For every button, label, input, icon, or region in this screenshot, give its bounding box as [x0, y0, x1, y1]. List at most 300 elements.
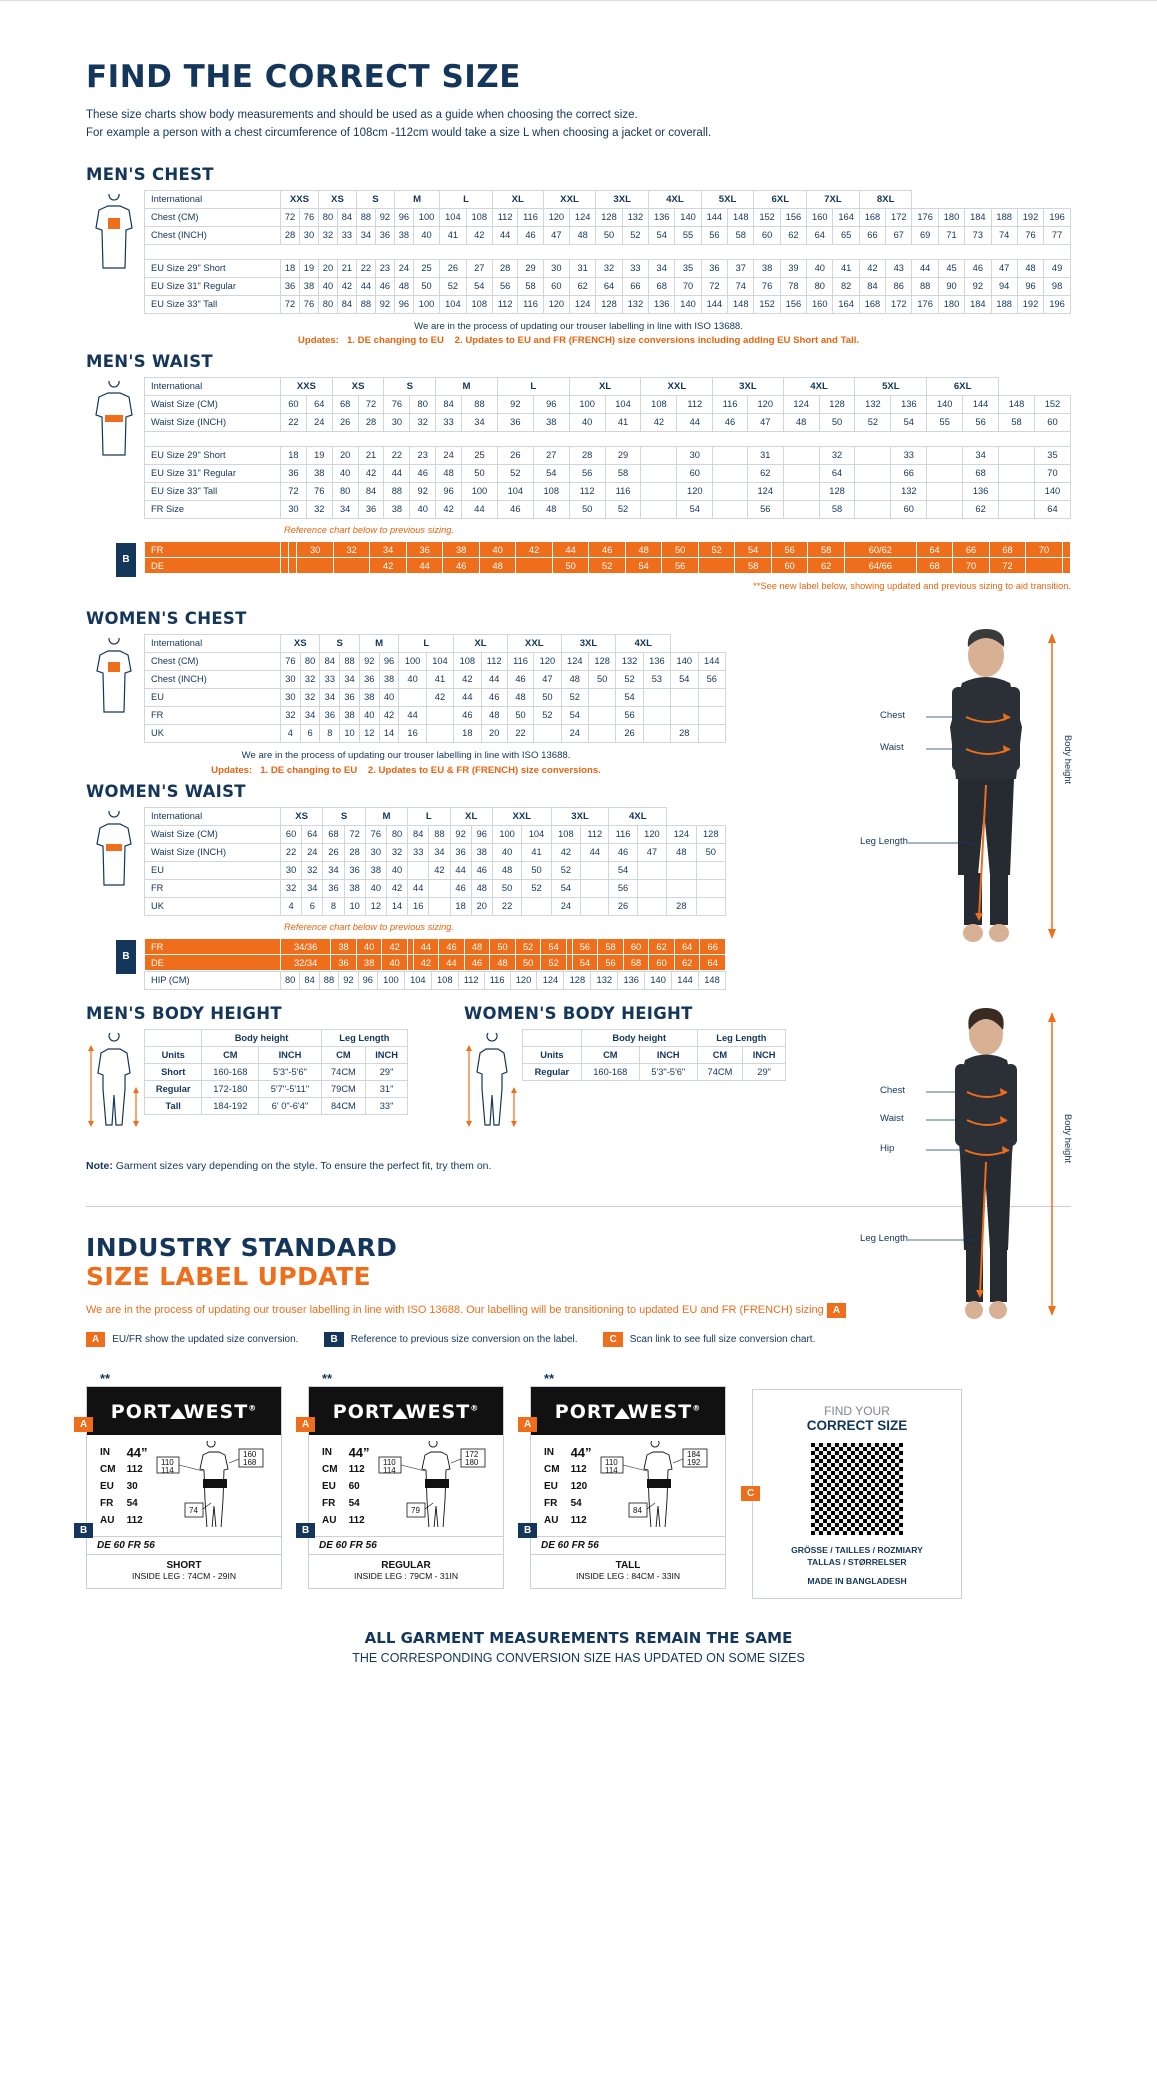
cell: 47	[747, 414, 783, 432]
cell: 70	[1034, 465, 1070, 483]
cell: 60	[677, 465, 713, 483]
section-title-womens-waist: WOMEN'S WAIST	[86, 782, 246, 802]
row-label: Waist Size (INCH)	[145, 414, 281, 432]
label-size-key: EU	[100, 1481, 114, 1493]
size-header: 7XL	[807, 190, 860, 208]
cell: 54	[671, 671, 698, 689]
cell: 16	[399, 725, 426, 743]
size-header: XS	[318, 190, 356, 208]
cell: 66	[891, 465, 927, 483]
cell: 148	[728, 208, 754, 226]
mens-waist-eu-row	[145, 465, 1071, 483]
cell: 4	[281, 725, 301, 743]
cell: 76	[281, 653, 301, 671]
cell: 54	[561, 707, 588, 725]
cell: 42	[337, 277, 356, 295]
cell: 50	[492, 880, 521, 898]
cell	[581, 862, 609, 880]
cell: 108	[466, 295, 492, 313]
cell: 152	[754, 208, 780, 226]
womens-hip-table	[144, 971, 726, 990]
cell: 144	[963, 396, 999, 414]
cell: 32	[410, 414, 436, 432]
section-title-mens-body-height: MEN'S BODY HEIGHT	[86, 1004, 282, 1024]
cell: 53	[643, 671, 670, 689]
cell: 33	[891, 447, 927, 465]
cell: 20	[332, 447, 358, 465]
cell: 196	[1044, 295, 1071, 313]
size-header: XXL	[543, 190, 596, 208]
cell: 77	[1044, 226, 1071, 244]
cell: 38	[471, 844, 492, 862]
legend-text-c: Scan link to see full size conversion chart.	[629, 1334, 816, 1346]
cell: 40	[410, 501, 436, 519]
cell: 92	[965, 277, 991, 295]
womens-chest-table	[144, 634, 726, 743]
row-spacer	[145, 244, 1071, 259]
cell: 74	[728, 277, 754, 295]
cell: 22	[507, 725, 533, 743]
unit-header: CM	[697, 1047, 743, 1064]
cell: 18	[281, 447, 307, 465]
svg-text:114: 114	[605, 1466, 618, 1476]
womens-chest-row	[145, 725, 726, 743]
label-size-value: 112	[570, 1515, 587, 1527]
label-previous-conversion: DE 60 FR 56	[309, 1536, 503, 1554]
cell	[999, 483, 1035, 501]
cell: 84	[408, 826, 429, 844]
cell	[641, 501, 677, 519]
brand-logo: PORT WEST®	[554, 1401, 702, 1424]
cell: 33	[337, 226, 356, 244]
cell: 73	[965, 226, 991, 244]
cell: 18	[281, 259, 300, 277]
cell: 140	[1034, 483, 1070, 501]
womens-waist-figure	[86, 807, 144, 894]
male-waist-icon	[86, 381, 142, 459]
cell: 66	[622, 277, 648, 295]
cell: 38	[394, 226, 413, 244]
cell	[581, 898, 609, 916]
legend-tag-c: C	[603, 1332, 622, 1347]
cell: 62	[649, 939, 675, 955]
cell: 42	[641, 414, 677, 432]
cell: 36	[701, 259, 727, 277]
industry-title-1: INDUSTRY STANDARD	[86, 1233, 398, 1263]
cell: 40	[492, 844, 521, 862]
cell	[855, 465, 891, 483]
cell: 30	[297, 542, 334, 558]
cell: 32	[281, 707, 301, 725]
cell: 32	[281, 880, 302, 898]
cell: 54	[677, 501, 713, 519]
womens-updates-line: We are in the process of updating our trouser labelling in line with ISO 13688.	[241, 750, 571, 762]
cell: 18	[450, 898, 471, 916]
cell	[589, 689, 616, 707]
label-size-key: FR	[322, 1498, 336, 1510]
label-box	[86, 1386, 282, 1589]
cell: 38	[344, 880, 365, 898]
cell: 120	[534, 653, 561, 671]
cell: 47	[543, 226, 569, 244]
group-header: Body height	[202, 1030, 321, 1047]
label-box	[530, 1386, 726, 1589]
cell: 112	[581, 826, 609, 844]
female-hip-label: Hip	[880, 1143, 895, 1154]
womens-waist-row	[145, 898, 726, 916]
cell: 41	[833, 259, 859, 277]
womens-body-height-sub-header	[523, 1047, 786, 1064]
cell: 10	[344, 898, 365, 916]
cell: 6	[302, 898, 323, 916]
qr-code-icon[interactable]	[811, 1443, 903, 1535]
size-header: 4XL	[649, 190, 702, 208]
label-size-row	[99, 1445, 149, 1460]
womens-body-height-block	[464, 1004, 786, 1134]
size-header: S	[320, 635, 359, 653]
cell: 46	[589, 542, 626, 558]
group-header: Leg Length	[697, 1030, 785, 1047]
mountain-icon	[392, 1408, 408, 1419]
cell: 80	[318, 208, 337, 226]
cell: 192	[1017, 295, 1043, 313]
cell: 98	[1044, 277, 1071, 295]
cell: 60	[623, 939, 649, 955]
cell	[408, 862, 429, 880]
row-label: Waist Size (CM)	[145, 826, 281, 844]
label-size-row	[543, 1513, 593, 1528]
cell: 120	[637, 826, 666, 844]
cell: 54	[533, 465, 569, 483]
svg-text:110: 110	[161, 1458, 174, 1468]
cell: 40	[569, 414, 605, 432]
cell: 76	[299, 208, 318, 226]
size-header: 3XL	[551, 808, 609, 826]
mens-chest-eu-row	[145, 259, 1071, 277]
size-header: XL	[450, 808, 492, 826]
cell: 48	[492, 862, 521, 880]
cell	[581, 880, 609, 898]
label-size-key: IN	[100, 1447, 110, 1459]
cell	[637, 898, 666, 916]
svg-text:180: 180	[465, 1458, 479, 1468]
cell: 34	[649, 259, 675, 277]
label-stars: **	[544, 1371, 555, 1387]
size-header: 3XL	[596, 190, 649, 208]
cell: 65	[833, 226, 859, 244]
previous-sizing-label: FR	[145, 939, 281, 955]
cell	[783, 483, 819, 501]
mens-reference-note: Reference chart below to previous sizing.	[284, 525, 455, 536]
size-header: S	[356, 190, 394, 208]
cell: 28	[281, 226, 300, 244]
label-size-value: 44”	[570, 1445, 592, 1461]
cell: 50	[596, 226, 622, 244]
cell: 172	[886, 208, 912, 226]
cell	[589, 707, 616, 725]
cell	[641, 483, 677, 501]
womens-hip-row	[145, 972, 726, 990]
size-label-card	[80, 1371, 282, 1589]
male-full-body-icon	[86, 1033, 142, 1129]
cell: 32	[300, 671, 320, 689]
cell: 136	[649, 295, 675, 313]
cell: 112	[492, 208, 517, 226]
size-header: 5XL	[855, 378, 927, 396]
cell: 92	[497, 396, 533, 414]
cell: 180	[938, 295, 964, 313]
cell: 36	[323, 880, 344, 898]
womens-waist-table	[144, 807, 726, 916]
cell: 36	[497, 414, 533, 432]
cell: 128	[819, 396, 855, 414]
cell: 96	[358, 972, 377, 990]
cell: 80	[332, 483, 358, 501]
label-size-area	[531, 1435, 725, 1536]
size-header: S	[323, 808, 365, 826]
cell: 100	[413, 295, 439, 313]
cell: 120	[543, 295, 569, 313]
cell	[999, 501, 1035, 519]
cell: 80	[318, 295, 337, 313]
label-size-value: 112	[126, 1464, 143, 1476]
cell: 112	[569, 483, 605, 501]
cell: 46	[464, 955, 490, 971]
cell	[999, 465, 1035, 483]
cell	[641, 447, 677, 465]
cell	[667, 880, 696, 898]
womens-waist-row	[145, 880, 726, 898]
cell: 132	[622, 208, 648, 226]
womens-updates-note	[86, 749, 726, 778]
label-previous-conversion: DE 60 FR 56	[531, 1536, 725, 1554]
cell: 79CM	[321, 1081, 366, 1098]
previous-sizing-row	[145, 542, 1071, 558]
womens-chest-row	[145, 689, 726, 707]
label-figure	[377, 1441, 497, 1527]
mens-updates-line: We are in the process of updating our trouser labelling in line with ISO 13688.	[414, 320, 743, 332]
cell: 28	[671, 725, 698, 743]
cell: 48	[490, 955, 516, 971]
label-size-value: 112	[126, 1515, 143, 1527]
label-size-key: CM	[544, 1464, 560, 1476]
mens-waist-eu-row	[145, 501, 1071, 519]
cell: 24	[436, 447, 462, 465]
cell: 32	[300, 689, 320, 707]
female-waist-label: Waist	[880, 1113, 904, 1124]
label-fit: REGULAR	[381, 1560, 431, 1572]
mens-chest-row	[145, 226, 1071, 244]
legend-item-a	[86, 1332, 298, 1347]
page-title: FIND THE CORRECT SIZE	[86, 59, 521, 95]
cell: 34	[370, 542, 407, 558]
cell: 156	[780, 208, 806, 226]
see-new-label-note: **See new label below, showing updated and previous sizing to aid transition.	[753, 581, 1071, 592]
cell: 116	[609, 826, 637, 844]
cell: 16	[408, 898, 429, 916]
cell: 148	[728, 295, 754, 313]
cell: 76	[384, 396, 410, 414]
size-header: 6XL	[927, 378, 999, 396]
cell: 52	[589, 558, 626, 574]
womens-chest-row	[145, 671, 726, 689]
cell: 104	[404, 972, 431, 990]
cell: 4	[281, 898, 302, 916]
cell: 48	[625, 542, 662, 558]
section-title-mens-waist: MEN'S WAIST	[86, 352, 213, 372]
cell: 38	[379, 671, 399, 689]
cell: 64	[807, 226, 833, 244]
label-size-row	[543, 1496, 593, 1511]
size-header: S	[384, 378, 436, 396]
svg-text:79: 79	[411, 1506, 420, 1516]
cell: 70	[1026, 542, 1063, 558]
intro-line-2: For example a person with a chest circumference of 108cm -112cm would take a size L when choosing a jacket or coverall.	[86, 126, 712, 139]
cell: 184	[965, 295, 991, 313]
size-header: XXS	[281, 190, 319, 208]
previous-sizing-label: DE	[145, 558, 281, 574]
cell: 80	[300, 653, 320, 671]
cell: 38	[306, 465, 332, 483]
cell: 64	[916, 542, 953, 558]
intro-line-1: These size charts show body measurements and should be used as a guide when choosing the correct size.	[86, 109, 638, 121]
row-label: FR	[145, 707, 281, 725]
cell: 46	[481, 689, 507, 707]
cell: 42	[358, 465, 384, 483]
size-header: XXS	[281, 378, 333, 396]
cell: 26	[332, 414, 358, 432]
cell: 30	[281, 501, 307, 519]
cell: 38	[340, 707, 360, 725]
label-size-key: IN	[322, 1447, 332, 1459]
cell: 52	[522, 880, 551, 898]
cell: 96	[1017, 277, 1043, 295]
mens-previous-sizing-table	[144, 541, 1071, 574]
cell: 100	[462, 483, 498, 501]
cell: 48	[479, 558, 516, 574]
cell	[927, 501, 963, 519]
cell: 32	[318, 226, 337, 244]
cell	[643, 689, 670, 707]
mens-waist-block	[86, 377, 1071, 537]
empty-header	[145, 1030, 202, 1047]
label-size-value: 60	[348, 1481, 360, 1493]
cell: 168	[859, 295, 885, 313]
cell: 54	[572, 955, 598, 971]
mens-waist-row	[145, 414, 1071, 432]
cell: 96	[394, 295, 413, 313]
female-leg-length-label: Leg Length	[860, 1233, 909, 1244]
cell: 80	[281, 972, 300, 990]
mens-updates-note	[86, 320, 1071, 349]
cell	[713, 465, 748, 483]
cell: 100	[569, 396, 605, 414]
cell: 76	[1017, 226, 1043, 244]
cell: 58	[735, 558, 772, 574]
row-label: Tall	[145, 1098, 202, 1115]
mens-waist-eu-row	[145, 483, 1071, 501]
cell: 50	[819, 414, 855, 432]
cell: 25	[462, 447, 498, 465]
cell: 46	[443, 558, 480, 574]
cell: 140	[675, 295, 701, 313]
cell: 36	[344, 862, 365, 880]
cell: 128	[696, 826, 725, 844]
male-measurement-photo	[860, 625, 1073, 960]
mountain-icon	[170, 1408, 186, 1419]
cell	[643, 725, 670, 743]
cell: 58	[623, 955, 649, 971]
cell: 172-180	[202, 1081, 259, 1098]
cell: 120	[677, 483, 713, 501]
male-torso-icon	[86, 194, 142, 272]
cell: 52	[515, 939, 541, 955]
cell: 84	[320, 653, 340, 671]
qr-sub-2: TALLAS / STØRRELSER	[807, 1556, 907, 1567]
cell: 36	[331, 955, 357, 971]
label-figure	[155, 1441, 275, 1527]
legend-text-b: Reference to previous size conversion on the label.	[350, 1334, 578, 1346]
unit-header: CM	[581, 1047, 639, 1064]
size-header: XS	[332, 378, 384, 396]
cell: 68	[989, 542, 1026, 558]
cell: 116	[484, 972, 510, 990]
cell: 30	[281, 689, 301, 707]
svg-text:114: 114	[383, 1466, 396, 1476]
cell: 86	[886, 277, 912, 295]
cell	[783, 465, 819, 483]
size-header: XL	[492, 190, 543, 208]
table-header-row	[145, 378, 1071, 396]
cell: 19	[306, 447, 332, 465]
cell: 46	[450, 880, 471, 898]
cell: 40	[379, 689, 399, 707]
size-header: XL	[569, 378, 641, 396]
cell: 62	[808, 558, 845, 574]
cell: 92	[375, 295, 394, 313]
brand-logo: PORT WEST®	[110, 1401, 258, 1424]
row-label: EU	[145, 862, 281, 880]
label-size-value: 44”	[348, 1445, 370, 1461]
womens-chest-row	[145, 707, 726, 725]
cell: 120	[747, 396, 783, 414]
cell	[927, 447, 963, 465]
cell: 104	[426, 653, 453, 671]
cell: 46	[518, 226, 543, 244]
cell: 140	[675, 208, 701, 226]
cell: 38	[365, 862, 386, 880]
cell: 192	[1017, 208, 1043, 226]
cell: 20	[481, 725, 507, 743]
cell: 88	[429, 826, 450, 844]
cell: 28	[492, 259, 517, 277]
mens-chest-figure	[86, 190, 144, 277]
male-body-height-label: Body height	[1063, 735, 1073, 785]
label-size-row	[543, 1462, 593, 1477]
cell: 26	[497, 447, 533, 465]
cell: 76	[299, 295, 318, 313]
mens-chest-eu-row	[145, 295, 1071, 313]
cell: 92	[375, 208, 394, 226]
size-header: M	[359, 635, 398, 653]
cell: 124	[561, 653, 588, 671]
cell: 68	[963, 465, 999, 483]
cell: 74CM	[697, 1064, 743, 1081]
cell: 24	[306, 414, 332, 432]
unit-header: INCH	[366, 1047, 408, 1064]
cell: 30	[281, 671, 301, 689]
cell: 104	[440, 295, 466, 313]
